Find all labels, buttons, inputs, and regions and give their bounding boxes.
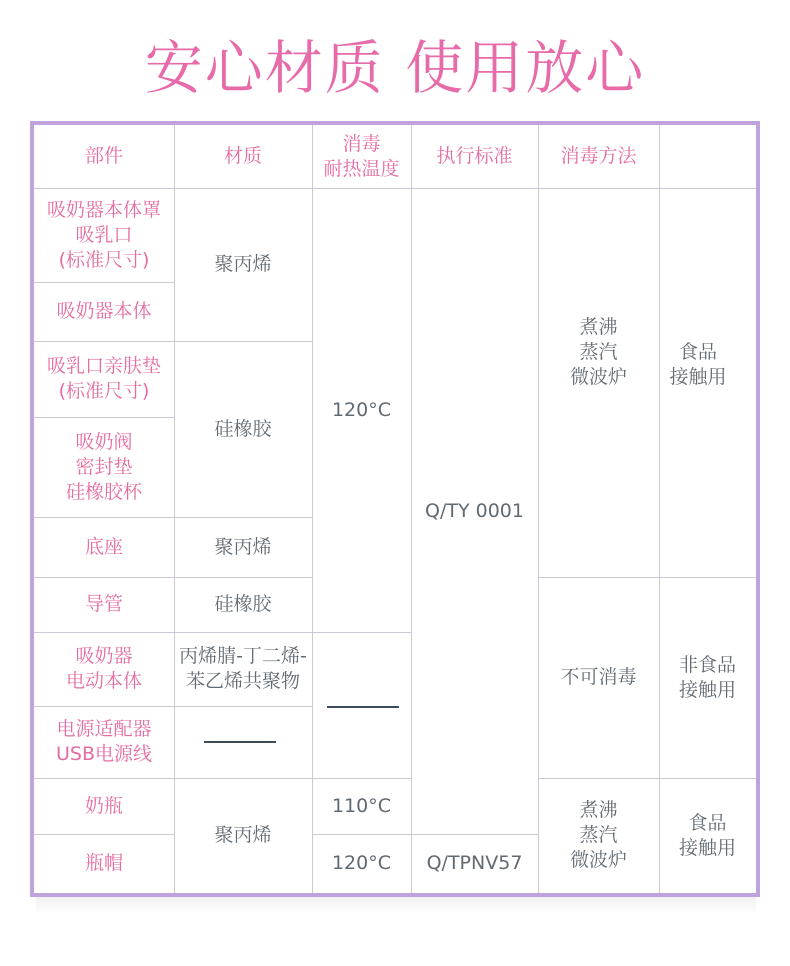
empty-dash <box>327 706 399 708</box>
contact-cell: 食品 接触用 <box>669 340 727 388</box>
method-cell: 煮沸 蒸汽 微波炉 <box>569 799 627 871</box>
contact-cell: 非食品 接触用 <box>678 653 736 701</box>
material-cell: 硅橡胶 <box>214 593 272 615</box>
temperature-cell: 120°C <box>331 852 392 874</box>
empty-dash <box>204 741 276 743</box>
part-cell: 吸乳口亲肤垫 (标准尺寸) <box>46 355 161 402</box>
header-temperature: 消毒 耐热温度 <box>323 132 400 180</box>
header-part: 部件 <box>84 145 123 167</box>
part-cell: 吸奶器本体罩 吸乳口 (标准尺寸) <box>46 198 161 271</box>
part-cell: 电源适配器 USB电源线 <box>55 718 152 765</box>
temperature-cell: 120°C <box>331 398 392 421</box>
material-cell: 硅橡胶 <box>214 417 272 440</box>
part-cell: 瓶帽 <box>84 852 123 874</box>
contact-cell: 食品 接触用 <box>678 811 736 859</box>
method-cell: 不可消毒 <box>560 666 637 688</box>
part-cell: 吸奶阀 密封垫 硅橡胶杯 <box>65 430 142 503</box>
part-cell: 导管 <box>84 593 123 615</box>
part-cell: 吸奶器 电动本体 <box>65 645 142 692</box>
material-cell: 聚丙烯 <box>214 253 272 275</box>
material-cell: 丙烯腈-丁二烯- 苯乙烯共聚物 <box>179 645 307 692</box>
header-method: 消毒方法 <box>560 145 637 167</box>
part-cell: 吸奶器本体 <box>56 300 152 322</box>
material-cell: 聚丙烯 <box>214 824 272 846</box>
standard-cell: Q/TY 0001 <box>425 499 524 522</box>
page-title: 安心材质 使用放心 <box>144 34 646 102</box>
part-cell: 奶瓶 <box>84 794 123 817</box>
temperature-cell: 110°C <box>331 794 392 817</box>
method-cell: 煮沸 蒸汽 微波炉 <box>569 315 627 388</box>
header-material: 材质 <box>223 145 262 167</box>
header-standard: 执行标准 <box>436 145 513 167</box>
standard-cell: Q/TPNV57 <box>426 852 523 874</box>
header-blank <box>659 125 756 188</box>
material-cell: 聚丙烯 <box>214 535 272 558</box>
spec-table <box>30 121 760 897</box>
part-cell: 底座 <box>84 535 123 558</box>
